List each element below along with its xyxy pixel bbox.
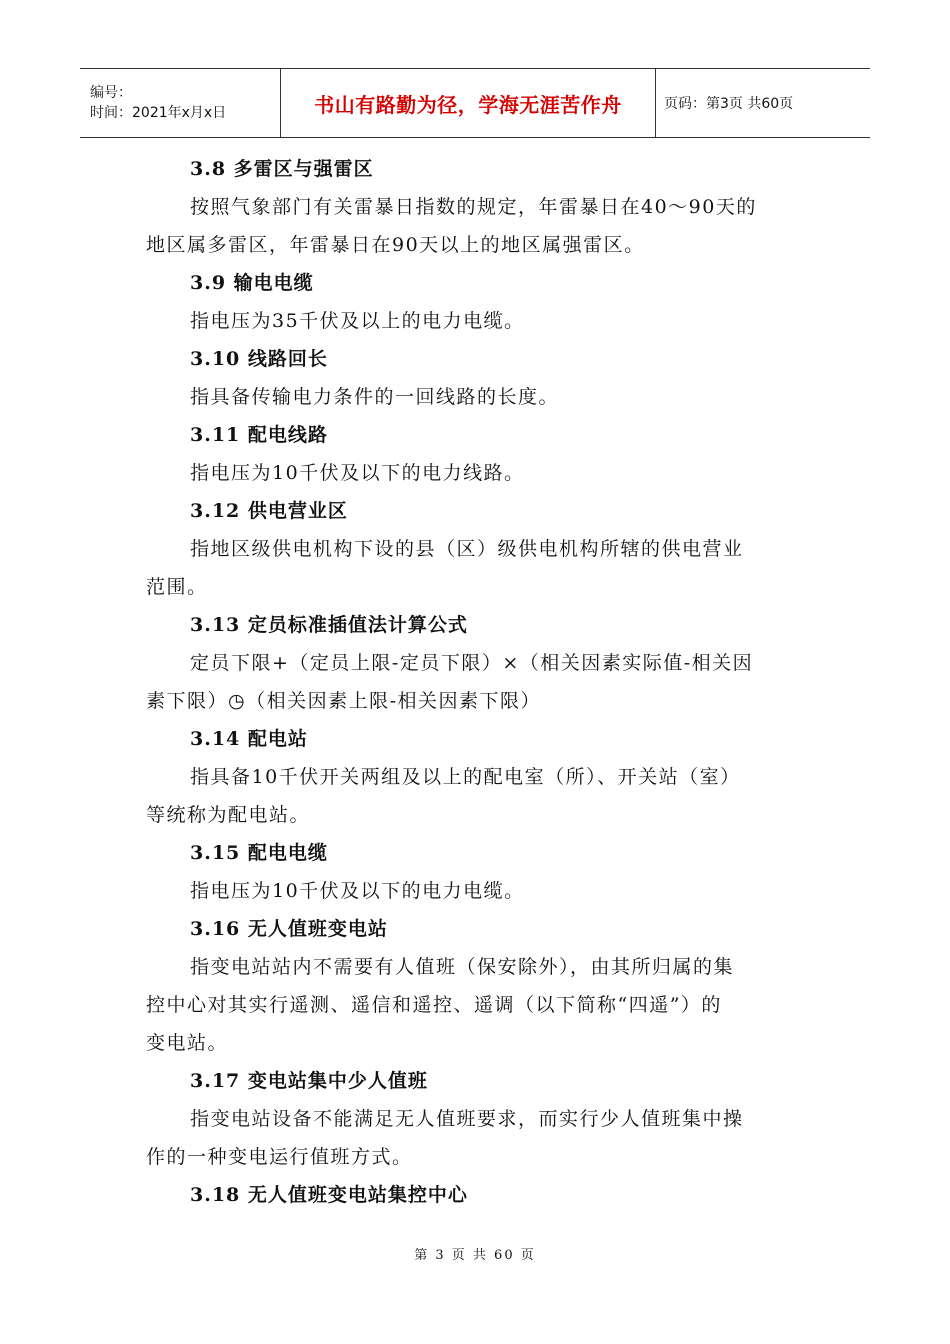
paragraph-line: 指变电站设备不能满足无人值班要求，而实行少人值班集中操: [190, 1108, 744, 1130]
section-heading: 3.17 变电站集中少人值班: [190, 1070, 428, 1092]
paragraph-line: 指电压为35千伏及以上的电力电缆。: [190, 310, 525, 332]
paragraph-line: 等统称为配电站。: [146, 804, 311, 826]
document-time: 时间：2021年x月x日: [90, 105, 227, 121]
paragraph-line: 范围。: [146, 576, 208, 598]
paragraph-line: 指地区级供电机构下设的县（区）级供电机构所辖的供电营业: [190, 538, 744, 560]
paragraph-line: 指电压为10千伏及以下的电力线路。: [190, 462, 525, 484]
page-footer: 第 3 页 共 60 页: [414, 1248, 536, 1263]
paragraph-line: 按照气象部门有关雷暴日指数的规定，年雷暴日在40～90天的: [190, 196, 757, 218]
page-header: [80, 68, 870, 138]
section-heading: 3.18 无人值班变电站集控中心: [190, 1184, 468, 1206]
document-number: 编号：: [90, 85, 132, 101]
section-heading: 3.10 线路回长: [190, 348, 328, 370]
section-heading: 3.14 配电站: [190, 728, 308, 750]
header-info: [80, 69, 280, 137]
paragraph-line: 控中心对其实行遥测、遥信和遥控、遥调（以下简称“四遥”）的: [146, 994, 722, 1016]
section-heading: 3.11 配电线路: [190, 424, 328, 446]
section-heading: 3.12 供电营业区: [190, 500, 348, 522]
section-heading: 3.15 配电电缆: [190, 842, 328, 864]
paragraph-line: 素下限）◷（相关因素上限-相关因素下限）: [146, 690, 541, 712]
paragraph-line: 指变电站站内不需要有人值班（保安除外），由其所归属的集: [190, 956, 735, 978]
paragraph-line: 变电站。: [146, 1032, 229, 1054]
document-body: [146, 150, 806, 1214]
header-motto: 书山有路勤为径，学海无涯苦作舟: [280, 69, 656, 137]
header-page-info: 页码：第3页 共60页: [664, 96, 794, 112]
paragraph-line: 指电压为10千伏及以下的电力电缆。: [190, 880, 525, 902]
section-heading: 3.9 输电电缆: [190, 272, 314, 294]
section-heading: 3.8 多雷区与强雷区: [190, 158, 374, 180]
paragraph-line: 指具备传输电力条件的一回线路的长度。: [190, 386, 560, 408]
section-heading: 3.16 无人值班变电站: [190, 918, 388, 940]
paragraph-line: 指具备10千伏开关两组及以上的配电室（所）、开关站（室）: [190, 766, 741, 788]
paragraph-line: 地区属多雷区，年雷暴日在90天以上的地区属强雷区。: [146, 234, 645, 256]
paragraph-line: 定员下限+（定员上限-定员下限）×（相关因素实际值-相关因: [190, 652, 754, 674]
section-heading: 3.13 定员标准插值法计算公式: [190, 614, 468, 636]
paragraph-line: 作的一种变电运行值班方式。: [146, 1146, 413, 1168]
